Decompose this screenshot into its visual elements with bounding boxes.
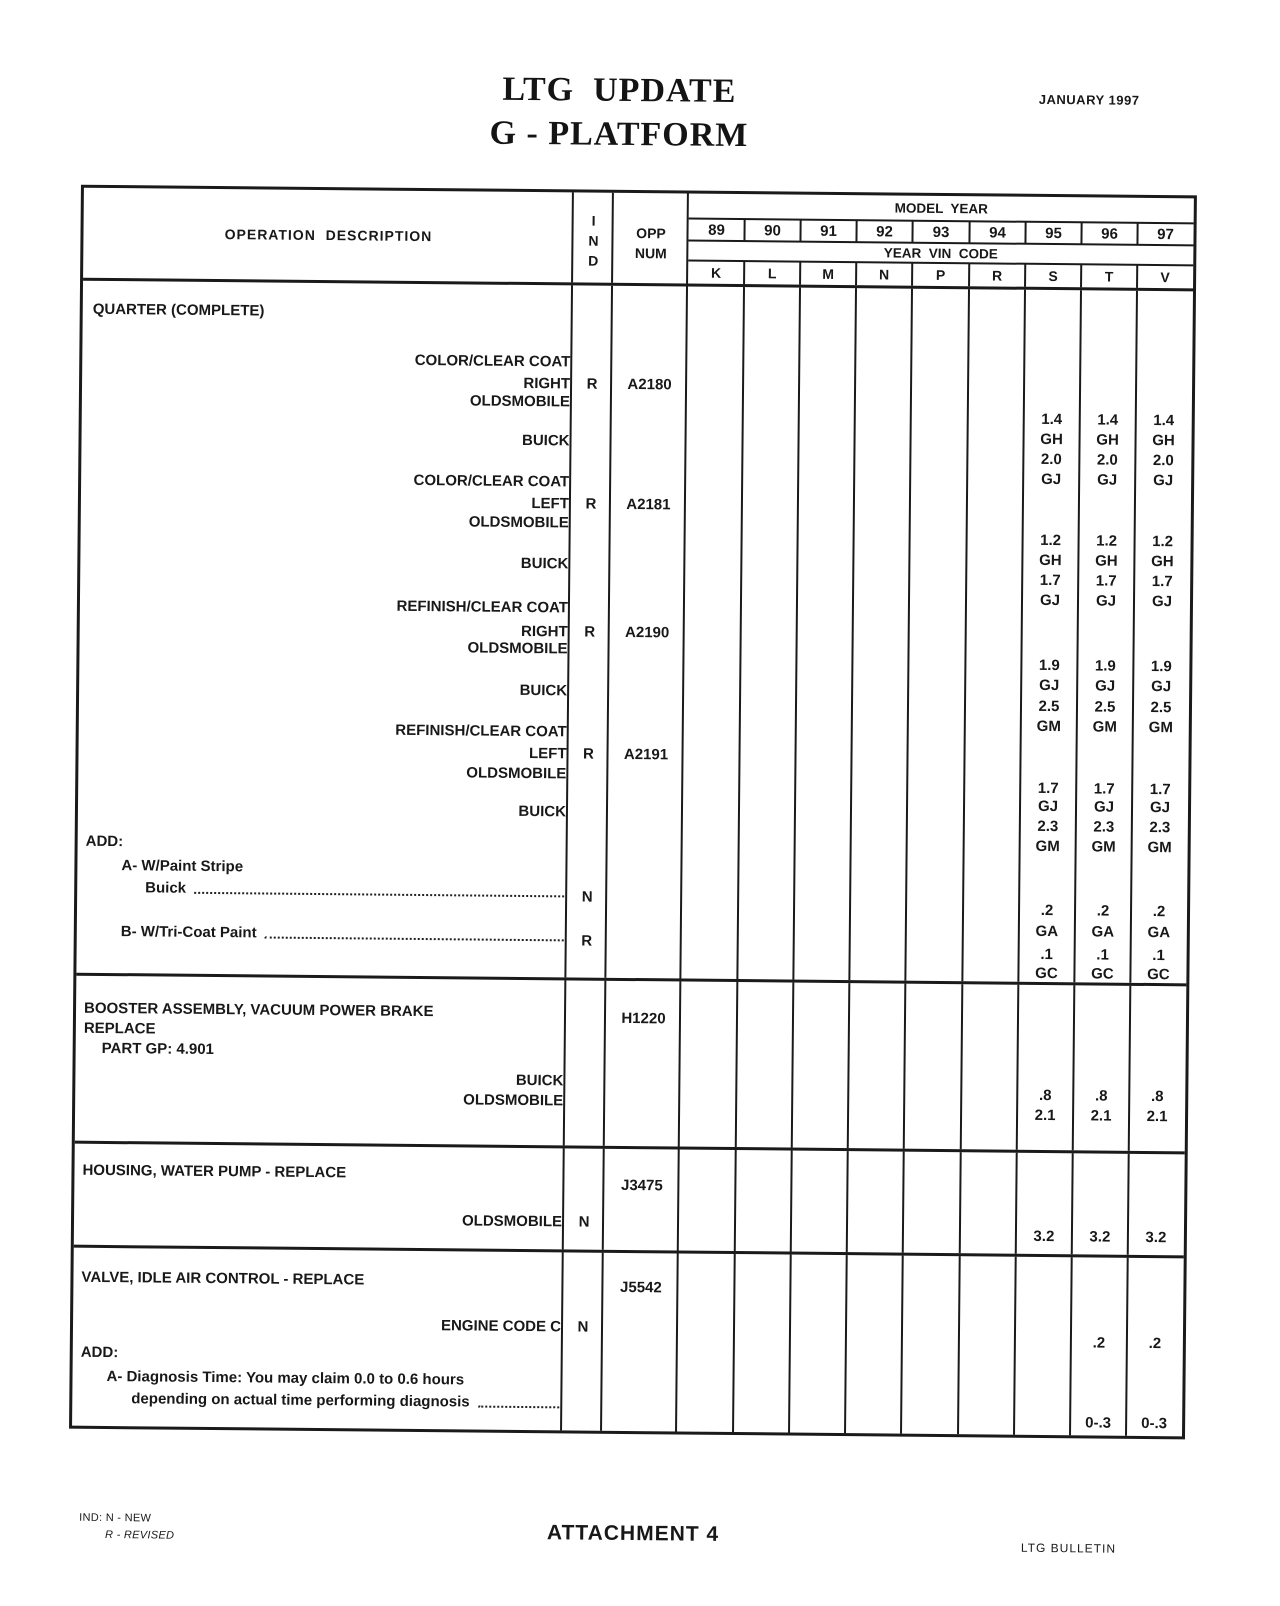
year-column-line xyxy=(848,288,857,980)
time-value-96: 2.5 xyxy=(1094,698,1116,716)
time-value-97: GC xyxy=(1147,965,1170,984)
time-value-95: 1.2 xyxy=(1040,531,1062,550)
operation-text: BUICK xyxy=(521,431,570,450)
time-value-96: 2.0 xyxy=(1096,451,1118,469)
time-value-96: 1.2 xyxy=(1096,532,1118,550)
time-value-96: .2 xyxy=(1096,902,1110,920)
operation-text: LEFT xyxy=(528,745,567,763)
footer-bulletin-label: LTG BULLETIN xyxy=(1020,1540,1117,1556)
time-value-95: 1.7 xyxy=(1039,571,1061,590)
operation-text: OLDSMOBILE xyxy=(466,764,567,783)
time-value-96: GJ xyxy=(1095,592,1117,610)
vin-column-line xyxy=(911,263,913,286)
operation-text: REPLACE xyxy=(83,1019,156,1038)
model-year-col-89: 89 xyxy=(708,221,725,239)
operation-text: BUICK xyxy=(520,554,569,573)
ind-flag: N xyxy=(581,888,593,906)
year-column-line xyxy=(736,287,745,979)
year-column-line xyxy=(735,982,739,1147)
year-column-line xyxy=(900,1256,904,1434)
ind-flag: R xyxy=(585,495,597,513)
table-header-row xyxy=(83,188,1194,292)
opp-num-header xyxy=(613,205,689,282)
ind-flag: R xyxy=(583,745,595,763)
vin-column-line xyxy=(855,262,857,285)
time-value-97: GA xyxy=(1147,923,1171,942)
year-column-line xyxy=(1073,290,1082,982)
vin-code-col-L: L xyxy=(767,264,777,281)
year-column-line xyxy=(1136,223,1138,245)
year-column-line xyxy=(957,1256,961,1434)
year-column-line xyxy=(799,220,801,242)
year-column-line xyxy=(1129,291,1138,983)
column-line xyxy=(678,981,682,1146)
operation-text: PART GP: 4.901 xyxy=(101,1039,215,1059)
year-column-line xyxy=(959,1152,962,1253)
vin-column-line xyxy=(1024,264,1026,287)
opp-num: A2191 xyxy=(623,745,669,764)
year-column-line xyxy=(732,1254,736,1432)
vin-code-col-V: V xyxy=(1160,268,1170,285)
time-value-95: GJ xyxy=(1039,591,1061,610)
model-year-col-93: 93 xyxy=(932,223,950,242)
model-year-col-90: 90 xyxy=(764,222,781,240)
section-valve-idle-air-control xyxy=(72,1245,1184,1437)
time-value-96: GH xyxy=(1096,431,1119,449)
time-value-97: GJ xyxy=(1151,593,1173,611)
operation-text: ENGINE CODE C xyxy=(440,1317,562,1336)
vin-code-col-M: M xyxy=(822,265,835,282)
operation-text: BUICK xyxy=(515,1071,564,1090)
time-value-95: .1 xyxy=(1040,945,1053,964)
year-column-line xyxy=(968,221,970,243)
footer-ind-legend-revised: R - REVISED xyxy=(104,1528,175,1542)
year-column-line xyxy=(855,220,857,242)
column-line xyxy=(562,1148,565,1249)
dotted-leader xyxy=(194,879,564,898)
operation-text: REFINISH/CLEAR COAT xyxy=(396,597,569,617)
opp-num: A2181 xyxy=(626,495,671,514)
model-year-col-96: 96 xyxy=(1101,225,1118,243)
operation-text-label: Buick xyxy=(145,879,191,897)
section-quarter-complete xyxy=(76,281,1193,984)
time-value-96: GM xyxy=(1092,718,1117,736)
year-column-line xyxy=(791,983,795,1148)
time-value-97: GM xyxy=(1147,838,1172,857)
time-value-95: GM xyxy=(1035,837,1060,856)
vin-column-line xyxy=(1080,264,1082,287)
time-value-97: 2.1 xyxy=(1146,1107,1168,1126)
section-booster-assembly xyxy=(75,973,1187,1152)
year-column-line xyxy=(1013,1257,1017,1435)
time-value-95: 1.7 xyxy=(1037,779,1059,798)
time-value-95: .2 xyxy=(1040,901,1054,920)
time-value-97: 1.9 xyxy=(1150,657,1172,676)
time-value-96: .8 xyxy=(1094,1087,1108,1105)
operation-text: OLDSMOBILE xyxy=(467,639,568,658)
time-value-95: GM xyxy=(1036,717,1061,736)
time-value-97: .2 xyxy=(1148,1335,1162,1353)
operation-text: RIGHT xyxy=(520,622,568,641)
time-value-95: 2.3 xyxy=(1037,817,1059,836)
time-value-95: 2.5 xyxy=(1038,697,1060,716)
year-column-line xyxy=(961,289,970,981)
operation-text: ADD: xyxy=(85,832,124,851)
year-column-line xyxy=(904,289,913,981)
footer-ind-legend-new: IND: N - NEW xyxy=(79,1511,152,1525)
time-value-97: 1.2 xyxy=(1152,533,1174,551)
time-value-97: 2.3 xyxy=(1149,818,1171,837)
time-value-96: 2.1 xyxy=(1090,1107,1112,1125)
year-column-line xyxy=(960,984,964,1149)
time-value-96: 1.7 xyxy=(1093,780,1115,798)
vin-column-line xyxy=(1136,265,1138,288)
operation-text xyxy=(145,878,565,902)
operation-text: ADD: xyxy=(80,1343,119,1362)
model-year-col-94: 94 xyxy=(989,224,1006,242)
time-value-96: 1.4 xyxy=(1097,411,1119,429)
vin-code-col-P: P xyxy=(935,266,946,283)
time-value-95: 1.9 xyxy=(1038,656,1060,675)
time-value-96: 1.7 xyxy=(1095,572,1117,590)
year-column-line xyxy=(844,1255,848,1433)
operation-text: QUARTER (COMPLETE) xyxy=(92,300,265,320)
operation-text: COLOR/CLEAR COAT xyxy=(413,471,570,491)
operation-text: A- W/Paint Stripe xyxy=(121,857,244,876)
year-column-line xyxy=(1024,222,1026,244)
time-value-96: 1.9 xyxy=(1094,657,1116,675)
opp-num: A2180 xyxy=(627,375,672,394)
year-column-line xyxy=(847,983,851,1148)
document-title: LTG UPDATE xyxy=(502,70,737,110)
labor-time-table xyxy=(69,185,1197,1440)
operation-text: VALVE, IDLE AIR CONTROL - REPLACE xyxy=(81,1268,365,1289)
column-line xyxy=(677,1149,680,1250)
year-column-line xyxy=(903,984,907,1149)
time-value-96: GJ xyxy=(1097,471,1118,489)
time-value-97: 2.5 xyxy=(1150,698,1172,717)
footer-attachment-label: ATTACHMENT 4 xyxy=(546,1521,720,1546)
vin-column-line xyxy=(743,261,745,284)
time-value-97: 1.4 xyxy=(1153,412,1175,430)
operation-text xyxy=(121,922,565,946)
time-value-96: GJ xyxy=(1095,677,1116,695)
operation-text: OLDSMOBILE xyxy=(461,1212,563,1231)
ind-header-letter: D xyxy=(588,252,599,269)
time-value-96: GM xyxy=(1091,838,1116,856)
section-housing-water-pump xyxy=(74,1141,1185,1256)
time-value-96: 0-.3 xyxy=(1085,1414,1112,1432)
operation-text xyxy=(131,1389,560,1413)
time-value-95: 3.2 xyxy=(1033,1227,1055,1246)
ind-flag: N xyxy=(577,1318,589,1336)
year-column-line xyxy=(743,219,745,241)
time-value-96: .1 xyxy=(1096,946,1109,964)
time-value-95: GJ xyxy=(1041,470,1062,489)
time-value-95: GJ xyxy=(1039,676,1060,695)
year-column-line xyxy=(902,1152,905,1253)
vin-code-col-R: R xyxy=(992,266,1003,284)
time-value-97: .8 xyxy=(1150,1088,1164,1106)
time-value-96: 3.2 xyxy=(1089,1228,1111,1246)
operation-text: BUICK xyxy=(518,802,567,821)
operation-text: HOUSING, WATER PUMP - REPLACE xyxy=(82,1161,347,1182)
model-year-header: MODEL YEAR xyxy=(894,200,988,217)
time-value-95: 1.4 xyxy=(1041,410,1063,429)
ind-flag: N xyxy=(578,1213,590,1231)
document-date: JANUARY 1997 xyxy=(1038,91,1140,108)
time-value-97: 3.2 xyxy=(1145,1228,1167,1247)
time-value-96: GA xyxy=(1091,923,1115,941)
time-value-95: 2.1 xyxy=(1034,1106,1056,1125)
year-column-line xyxy=(788,1255,792,1433)
time-value-96: .2 xyxy=(1092,1334,1106,1352)
dotted-leader xyxy=(265,924,564,942)
time-value-96: GH xyxy=(1095,552,1118,570)
operation-description-header: OPERATION DESCRIPTION xyxy=(224,226,433,245)
vin-code-col-T: T xyxy=(1104,268,1114,285)
model-year-col-91: 91 xyxy=(820,222,837,240)
operation-text-label: B- W/Tri-Coat Paint xyxy=(120,923,261,942)
time-value-96: 2.3 xyxy=(1093,818,1115,836)
opp-num: J5542 xyxy=(619,1278,662,1297)
operation-text: LEFT xyxy=(531,495,570,513)
ind-flag: R xyxy=(586,375,598,393)
year-vin-code-header: YEAR VIN CODE xyxy=(883,244,998,262)
year-column-line xyxy=(1017,290,1026,982)
time-value-95: GA xyxy=(1035,922,1059,941)
model-year-col-92: 92 xyxy=(876,223,893,241)
year-column-line xyxy=(911,221,913,243)
time-value-97: .2 xyxy=(1152,903,1166,921)
opp-num: H1220 xyxy=(621,1009,666,1028)
operation-text: BOOSTER ASSEMBLY, VACUUM POWER BRAKE xyxy=(83,999,434,1021)
ind-header-letter: N xyxy=(588,232,599,249)
time-value-97: 0-.3 xyxy=(1141,1414,1168,1433)
time-value-97: GH xyxy=(1151,552,1174,571)
time-value-96: GJ xyxy=(1093,798,1115,816)
document-subtitle: G - PLATFORM xyxy=(489,114,749,155)
time-value-97: 2.0 xyxy=(1152,452,1174,470)
time-value-97: GJ xyxy=(1151,677,1172,696)
opp-header-word: NUM xyxy=(634,245,667,262)
time-value-97: GM xyxy=(1148,718,1173,737)
time-value-97: GJ xyxy=(1149,798,1171,817)
vin-column-line xyxy=(968,263,970,286)
time-value-97: GH xyxy=(1152,431,1175,450)
time-value-97: .1 xyxy=(1152,947,1165,965)
operation-text: A- Diagnosis Time: You may claim 0.0 to 0.6 hours xyxy=(106,1368,465,1389)
operation-text: OLDSMOBILE xyxy=(469,392,570,411)
column-line xyxy=(602,1149,605,1250)
time-value-97: GJ xyxy=(1153,472,1174,490)
year-column-line xyxy=(846,1151,849,1252)
vin-column-line xyxy=(799,262,801,285)
time-value-95: GH xyxy=(1040,430,1063,449)
column-line xyxy=(603,981,607,1146)
year-column-line xyxy=(792,288,801,980)
time-value-96: GC xyxy=(1091,965,1114,983)
ind-flag: R xyxy=(584,623,596,641)
time-value-95: GC xyxy=(1035,964,1058,983)
opp-num: A2190 xyxy=(625,623,670,642)
time-value-95: GJ xyxy=(1037,797,1059,816)
year-column-line xyxy=(790,1151,793,1252)
operation-text-label: depending on actual time performing diagnosis xyxy=(131,1390,474,1411)
operation-text: REFINISH/CLEAR COAT xyxy=(395,721,567,741)
time-value-95: GH xyxy=(1039,551,1062,570)
time-value-97: 1.7 xyxy=(1151,572,1173,591)
operation-text: RIGHT xyxy=(523,374,571,393)
year-column-line xyxy=(1080,222,1082,244)
operation-text: OLDSMOBILE xyxy=(463,1091,564,1110)
operation-text: BUICK xyxy=(519,681,568,700)
model-year-col-97: 97 xyxy=(1157,226,1174,244)
time-value-95: .8 xyxy=(1038,1086,1052,1105)
vin-code-col-N: N xyxy=(879,265,890,282)
opp-header-word: OPP xyxy=(636,225,666,242)
ind-column-header xyxy=(573,198,614,282)
operation-text: OLDSMOBILE xyxy=(468,513,569,532)
time-value-95: 2.0 xyxy=(1040,450,1062,469)
operation-text: COLOR/CLEAR COAT xyxy=(414,351,571,371)
column-line xyxy=(600,1253,604,1431)
year-column-line xyxy=(734,1150,737,1251)
model-year-col-95: 95 xyxy=(1045,224,1062,243)
vin-code-col-K: K xyxy=(711,264,722,281)
dotted-leader xyxy=(478,1393,560,1409)
ind-flag: R xyxy=(581,932,593,950)
opp-num: J3475 xyxy=(620,1176,663,1195)
vin-code-col-S: S xyxy=(1048,267,1058,284)
time-value-97: 1.7 xyxy=(1149,780,1171,799)
ind-header-letter: I xyxy=(591,212,596,229)
